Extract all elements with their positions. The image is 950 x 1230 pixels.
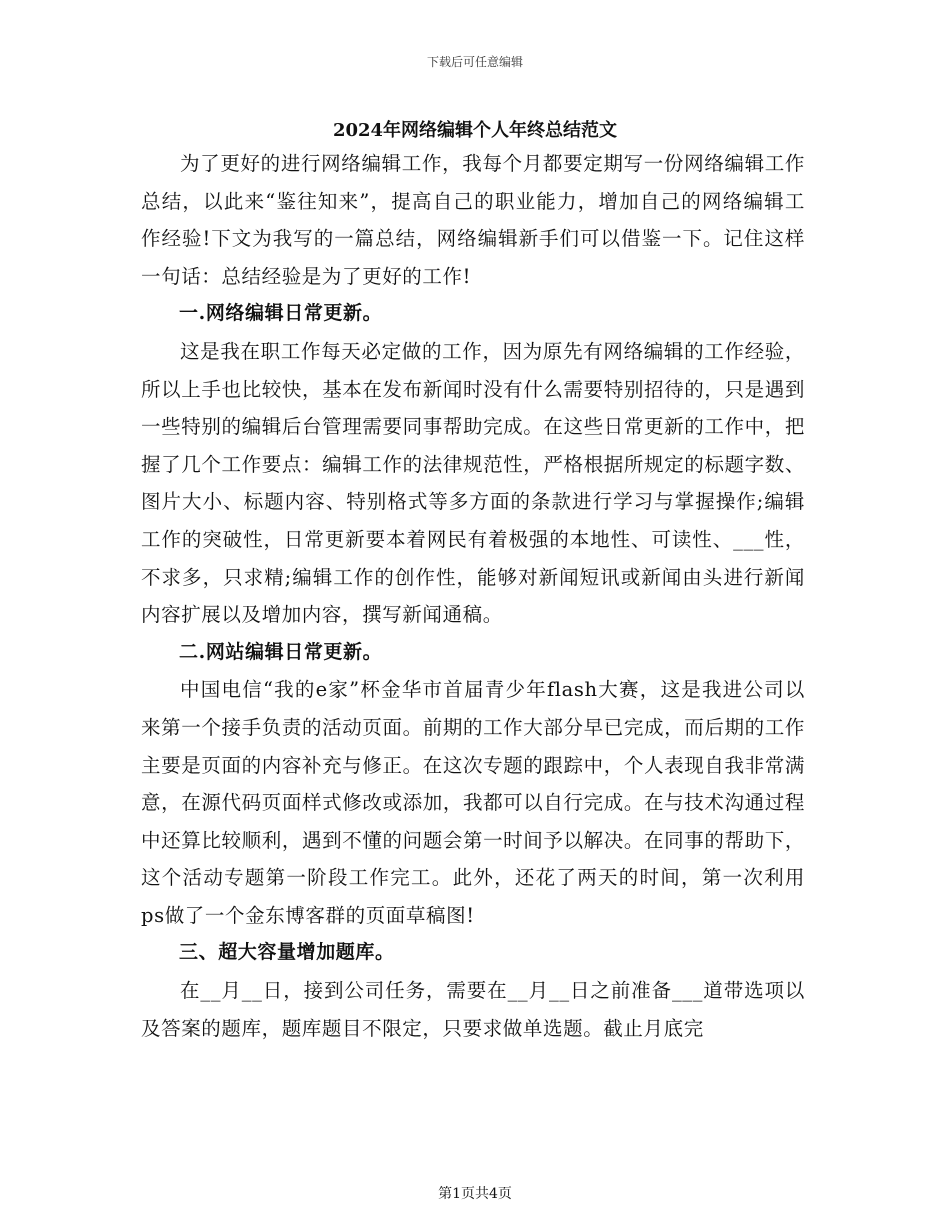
section-heading-2: 二.网站编辑日常更新。 bbox=[179, 640, 383, 663]
page-number-footer: 第1页共4页 bbox=[438, 1186, 512, 1202]
section-body-3: 在__月__日，接到公司任务，需要在__月__日之前准备___道带选项以及答案的题库，题库题目不限定，只要求做单选题。截止月底完 bbox=[141, 979, 805, 1040]
section-body-1: 这是我在职工作每天必定做的工作，因为原先有网络编辑的工作经验，所以上手也比较快，基本在发布新闻时没有什么需要特别招待的，只是遇到一些特别的编辑后台管理需要同事帮助完成。在这些日常更新的工作中，把握了几个工作要点：编辑工作的法律规范性，严格根据所规定的标题字数、图片大小、标题内容、特别格式等多方面的条款进行学习与掌握操作;编辑工作的突破性，日常更新要本着网民有着极强的本地性、可读性、___性，不求多，只求精;编辑工作的创作性，能够对新闻短讯或新闻由头进行新闻内容扩展以及增加内容，撰写新闻通稿。 bbox=[141, 339, 805, 627]
intro-paragraph: 为了更好的进行网络编辑工作，我每个月都要定期写一份网络编辑工作总结，以此来“鉴往知来”，提高自己的职业能力，增加自己的网络编辑工作经验!下文为我写的一篇总结，网络编辑新手们可以借鉴一下。记住这样一句话：总结经验是为了更好的工作! bbox=[141, 152, 805, 288]
section-body-2: 中国电信“我的e家”杯金华市首届青少年flash大赛，这是我进公司以来第一个接手负责的活动页面。前期的工作大部分早已完成，而后期的工作主要是页面的内容补充与修正。在这次专题的跟踪中，个人表现自我非常满意，在源代码页面样式修改或添加，我都可以自行完成。在与技术沟通过程中还算比较顺利，遇到不懂的问题会第一时间予以解决。在同事的帮助下，这个活动专题第一阶段工作完工。此外，还花了两天的时间，第一次利用ps做了一个金东博客群的页面草稿图! bbox=[141, 678, 805, 927]
section-heading-3: 三、超大容量增加题库。 bbox=[179, 941, 395, 964]
section-heading-1: 一.网络编辑日常更新。 bbox=[179, 302, 383, 325]
header-note: 下载后可任意编辑 bbox=[426, 55, 523, 69]
document-body bbox=[141, 145, 805, 1047]
page-title: 2024年网络编辑个人年终总结范文 bbox=[332, 120, 618, 141]
